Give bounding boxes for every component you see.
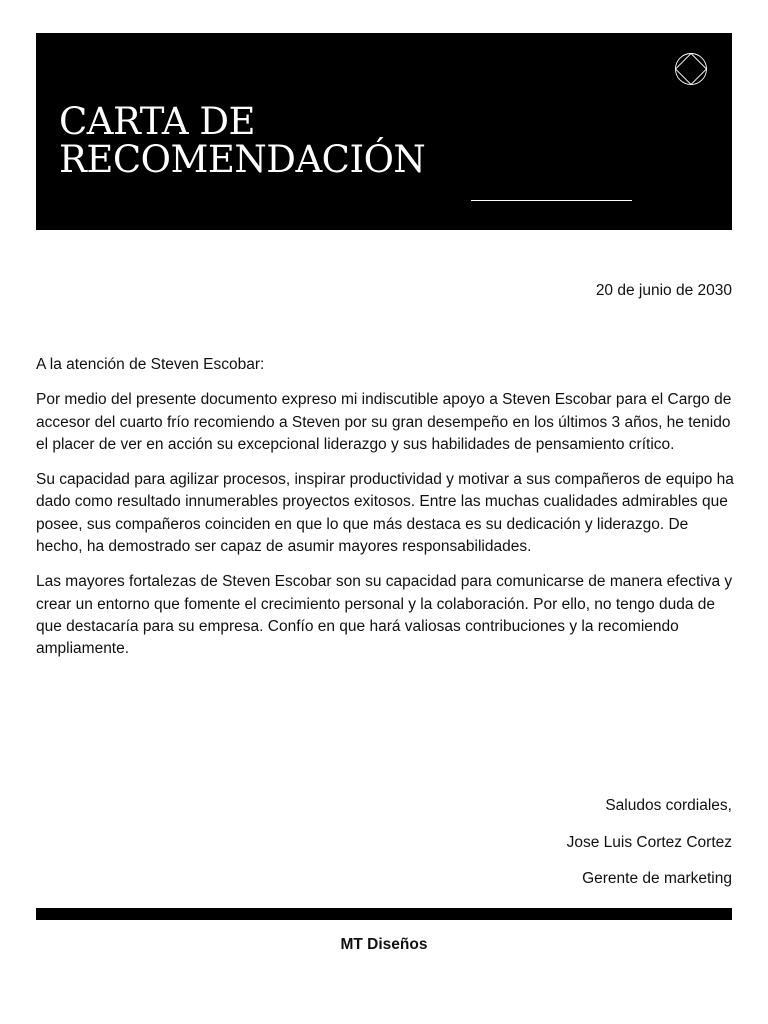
header-divider [471,200,632,201]
closing-line: Saludos cordiales, [605,797,732,814]
footer-brand: MT Diseños [340,936,428,953]
title-line-2: RECOMENDACIÓN [59,138,426,181]
header-banner [36,33,732,230]
title-line-1: CARTA DE [59,100,256,143]
diamond-circle-logo-icon [674,52,708,86]
letter-date: 20 de junio de 2030 [595,282,732,299]
salutation: A la atención de Steven Escobar: [36,356,265,373]
page-title [59,100,426,181]
signer-name: Jose Luis Cortez Cortez [566,834,732,851]
paragraph-3: Las mayores fortalezas de Steven Escobar son su capacidad para comunicarse de manera efectiva y crear un entorno que fomente el crecimiento personal y la colaboración. Por ello, no tengo duda de que destacaría para su empresa. Confío en que hará valiosas contribuciones y la recomiendo ampliamente. [36,573,733,658]
footer-bar [36,908,732,920]
paragraph-2: Su capacidad para agilizar procesos, inspirar productividad y motivar a sus compañeros de equipo ha dado como resultado innumerables proyectos exitosos. Entre las muchas cualidades admirables que posee, sus compañeros coinciden en que lo que más destaca es su dedicación y liderazgo. De hecho, ha demostrado ser capaz de asumir mayores responsabilidades. [36,471,734,556]
paragraph-1: Por medio del presente documento expreso mi indiscutible apoyo a Steven Escobar para el Cargo de accesor del cuarto frío recomiendo a Steven por su gran desempeño en los últimos 3 años, he tenido el placer de ver en acción su excepcional liderazgo y sus habilidades de pensamiento crítico. [36,391,732,453]
signer-title: Gerente de marketing [582,870,732,887]
letter-body [36,354,736,674]
